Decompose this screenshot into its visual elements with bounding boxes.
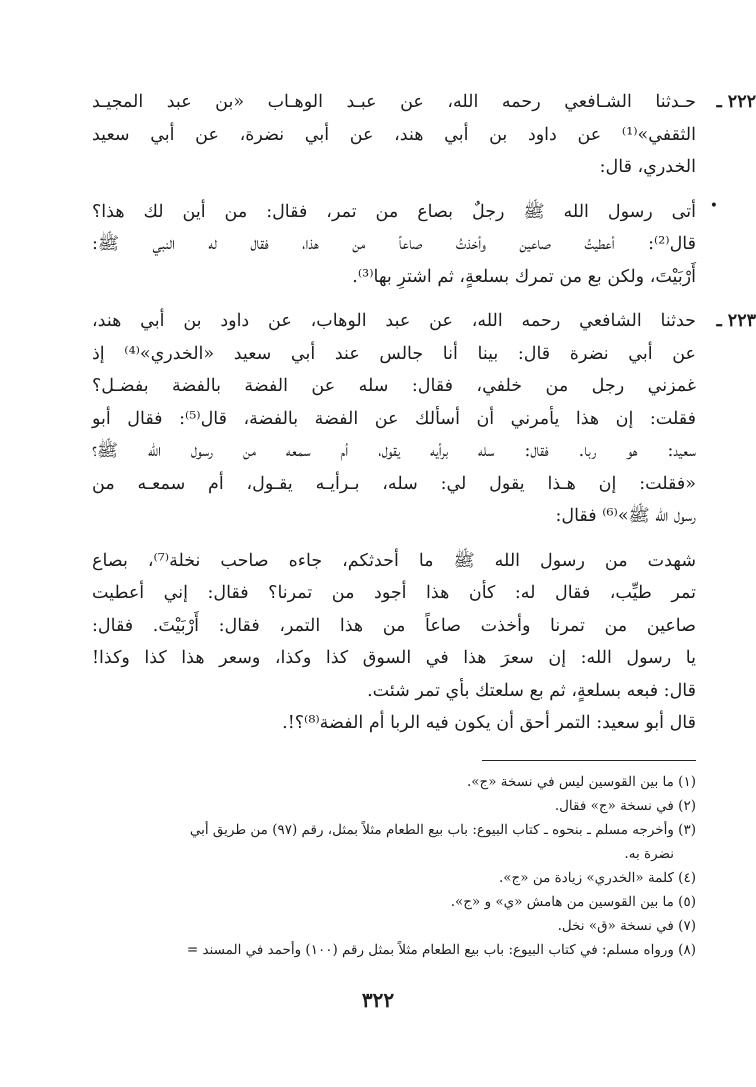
page-number: ٣٢٢ (361, 988, 395, 1012)
hadith-line: أَرْبَيْتَ، ولكن بع من تمرك بسلعةٍ، ثم اشترِ بها⁽³⁾. (352, 266, 696, 287)
hadith-number: ٢٢٣ ـ (716, 311, 756, 331)
hadith-line: قال: فبعه بسلعةٍ، ثم بع سلعتك بأي تمر شئت. (367, 680, 696, 701)
footnote: (١) ما بين القوسين ليس في نسخة «ج». (466, 774, 696, 790)
hadith-line: فقلت: إن هذا يأمرني أن أسألك عن الفضة بالفضة، قال⁽⁵⁾: فقال أبو (92, 408, 696, 429)
hadith-line: حـدثنا الشـافعي رحمه الله، عن عبـد الوهـاب «بن عبد المجيـد (92, 92, 696, 112)
hadith-line: الثقفي»⁽¹⁾ عن داود بن أبي هند، عن أبي نضرة، عن أبي سعيد (92, 124, 696, 145)
hadith-line: شهدت من رسول الله ﷺ ما أحدثكم، جاءه صاحب نخلة⁽⁷⁾، بصاع (92, 550, 696, 571)
hadith-number: ٢٢٢ ـ (716, 92, 756, 112)
footnote: (٥) ما بين القوسين من هامش «ي» و «ج». (450, 894, 696, 910)
footnotes (92, 770, 696, 962)
hadith-line: سعيد: هو ربا. فقال: سله برأيه يقول، أم سمعه من رسول الله ﷺ؟ (92, 441, 696, 461)
hadith-line: غمزني رجل من خلفي، فقال: سله عن الفضة بالفضة بفضـل؟ (92, 376, 696, 396)
hadith-line: قال⁽²⁾: أعطيتُ صاعين وأخذتُ صاعاً من هذا، فقال له النبي ﷺ: (92, 234, 696, 254)
footnote: (٤) كلمة «الخدري» زيادة من «ج». (499, 870, 696, 886)
footnote-continuation: نضرة به. (624, 846, 674, 862)
footnote: (٨) ورواه مسلم: في كتاب البيوع: باب بيع الطعام مثلاً بمثل رقم (١٠٠) وأحمد في المسند = (186, 942, 696, 958)
page-body (92, 86, 756, 958)
hadith-line: يا رسول الله: إن سعرَ هذا في السوق كذا وكذا، وسعر هذا كذا وكذا! (92, 648, 696, 668)
hadith-line: عن أبي نضرة قال: بينا أنا جالس عند أبي سعيد «الخدري»⁽⁴⁾ إذ (92, 343, 696, 364)
margin-dot: • (709, 198, 718, 214)
footnote: (٧) في نسخة «ق» نخل. (557, 918, 696, 934)
footnote: (٢) في نسخة «ج» فقال. (554, 798, 696, 814)
hadith-line: «فقلت: إن هـذا يقول لي: سله، بـرأيـه يقـول، أم سمعـه من (92, 473, 696, 494)
hadith-line: أتى رسول الله ﷺ رجلٌ بصاع من تمر، فقال: من أين لك هذا؟ (92, 201, 696, 222)
hadith-line: تمر طيِّب، فقال له: كأن هذا أجود من تمرنا؟ فقال: إني أعطيت (92, 583, 696, 603)
hadith-line: صاعين من تمرنا وأخذت صاعاً من هذا التمر، فقال: أَرْبَيْتَ. فقال: (92, 615, 696, 636)
hadith-223 (92, 305, 756, 740)
hadith-222 (92, 86, 756, 293)
hadith-line: حدثنا الشافعي رحمه الله، عن عبد الوهاب، عن داود بن أبي هند، (92, 311, 696, 331)
hadith-line: رسول الله ﷺ»⁽⁶⁾ فقال: (555, 506, 696, 526)
footnote: (٣) وأخرجه مسلم ـ بنحوه ـ كتاب البيوع: باب بيع الطعام مثلاً بمثل، رقم (٩٧) من طريق أبي (189, 822, 696, 838)
hadith-line: الخدري، قال: (599, 157, 696, 177)
footnote-divider (482, 760, 696, 761)
hadith-line: قال أبو سعيد: التمر أحق أن يكون فيه الربا أم الفضة⁽⁸⁾؟!. (282, 713, 696, 733)
